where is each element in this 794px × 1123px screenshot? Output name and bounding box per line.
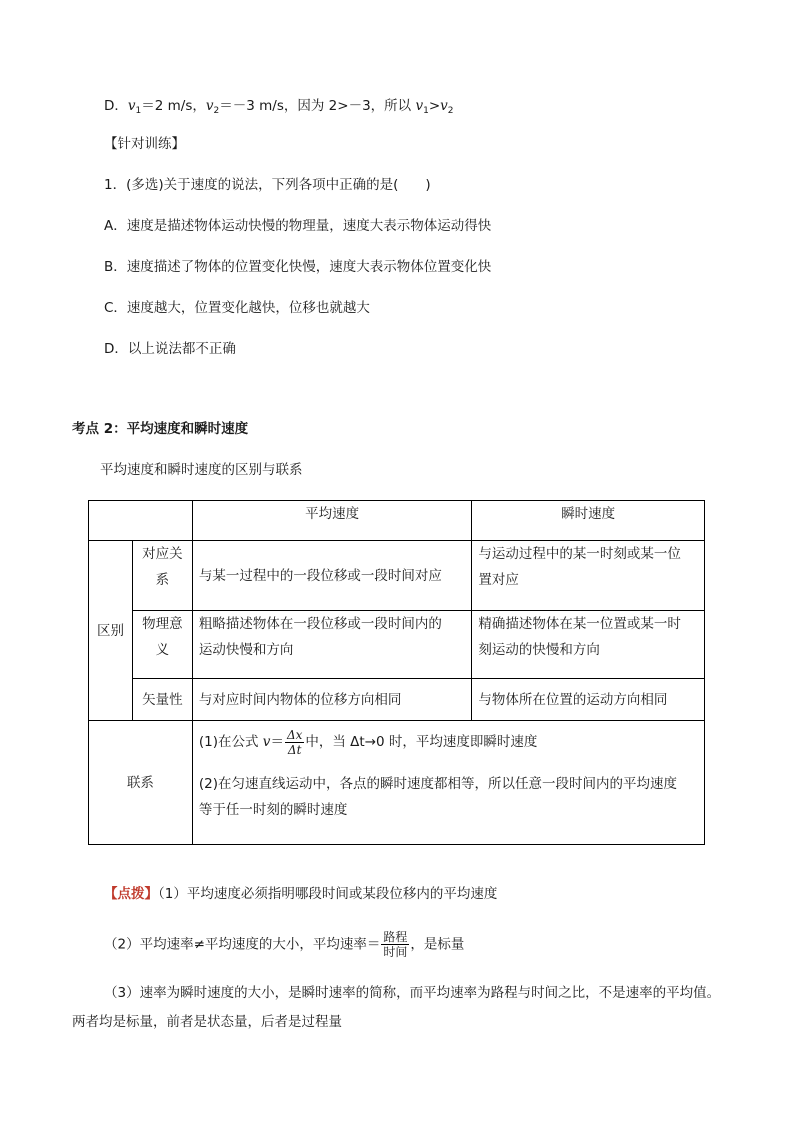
row-label-correspondence bbox=[132, 541, 192, 611]
row-label-vector: 矢量性 bbox=[132, 679, 192, 721]
cell-line: 刻运动的快慢和方向 bbox=[478, 642, 600, 658]
section-title: 考点 2：平均速度和瞬时速度 bbox=[72, 421, 249, 437]
header-instantaneous-velocity: 瞬时速度 bbox=[472, 501, 705, 541]
training-heading: 【针对训练】 bbox=[104, 136, 185, 152]
tip-2: （2）平均速率≠平均速度的大小，平均速率＝ $\frac{\text{路程}}{\text{时间}}$ ，是标量 bbox=[104, 930, 465, 959]
table-row bbox=[89, 611, 705, 679]
cell-average: 与某一过程中的一段位移或一段时间对应 bbox=[192, 541, 472, 611]
relation-line-3: 等于任一时刻的瞬时速度 bbox=[198, 802, 348, 818]
row-label-physical-meaning bbox=[132, 611, 192, 679]
header-average-velocity: 平均速度 bbox=[192, 501, 472, 541]
question-option-a: A．速度是描述物体运动快慢的物理量，速度大表示物体运动得快 bbox=[104, 218, 492, 234]
cell-line: 粗略描述物体在一段位移或一段时间内的 bbox=[198, 616, 442, 632]
table-row bbox=[89, 679, 705, 721]
header-empty-cell bbox=[89, 501, 193, 541]
cell-instantaneous: 与物体所在位置的运动方向相同 bbox=[472, 679, 705, 721]
relation-content bbox=[192, 721, 704, 845]
table-row-relation bbox=[89, 721, 705, 845]
row-label-line: 对应关 bbox=[142, 546, 183, 562]
row-label-line: 系 bbox=[155, 572, 170, 588]
cell-average: 与对应时间内物体的位移方向相同 bbox=[192, 679, 472, 721]
cell-line: 精确描述物体在某一位置或某一时 bbox=[478, 616, 681, 632]
question-stem: 1．(多选)关于速度的说法，下列各项中正确的是( ) bbox=[104, 177, 431, 193]
cell-line: 置对应 bbox=[478, 572, 519, 588]
tip-3-line-1: （3）速率为瞬时速度的大小，是瞬时速率的简称，而平均速率为路程与时间之比，不是速率的平均值。 bbox=[104, 985, 721, 1001]
question-option-c: C．速度越大，位置变化越快，位移也就越大 bbox=[104, 300, 370, 316]
cell-instantaneous bbox=[472, 611, 705, 679]
cell-average bbox=[192, 611, 472, 679]
question-option-d: D．以上说法都不正确 bbox=[104, 341, 236, 357]
table-caption: 平均速度和瞬时速度的区别与联系 bbox=[100, 462, 303, 478]
rate-fraction: $\frac{\text{路程}}{\text{时间}}$ bbox=[383, 930, 408, 959]
comparison-table bbox=[88, 500, 705, 845]
table-header-row bbox=[89, 501, 705, 541]
cell-instantaneous bbox=[472, 541, 705, 611]
relation-line-2: (2)在匀速直线运动中，各点的瞬时速度都相等，所以任意一段时间内的平均速度 bbox=[198, 776, 677, 792]
tip-1: 【点拨】（1）平均速度必须指明哪段时间或某段位移内的平均速度 bbox=[104, 886, 498, 902]
row-label-line: 义 bbox=[155, 642, 170, 658]
cell-line: 与运动过程中的某一时刻或某一位 bbox=[478, 546, 681, 562]
table-row bbox=[89, 541, 705, 611]
formula-fraction: $\frac{\Delta x}{\Delta t}$ bbox=[286, 727, 303, 757]
cell-line: 运动快慢和方向 bbox=[198, 642, 294, 658]
row-label-line: 物理意 bbox=[142, 616, 183, 632]
group-label-relation: 联系 bbox=[89, 721, 193, 845]
tip-label: 【点拨】 bbox=[104, 886, 158, 902]
group-label-difference: 区别 bbox=[89, 541, 133, 721]
previous-option-d: D．$v_1=2$ m/s，$v_2=-3$ m/s，因为 2>－3，所以 $v_1>v_2$ bbox=[104, 98, 454, 116]
question-option-b: B．速度描述了物体的位置变化快慢，速度大表示物体位置变化快 bbox=[104, 259, 492, 275]
tip-3-line-2: 两者均是标量，前者是状态量，后者是过程量 bbox=[72, 1014, 342, 1030]
relation-line-1: (1)在公式 v＝ $\frac{\Delta x}{\Delta t}$ 中，当 Δt→0 时，平均速度即瞬时速度 bbox=[198, 727, 538, 757]
